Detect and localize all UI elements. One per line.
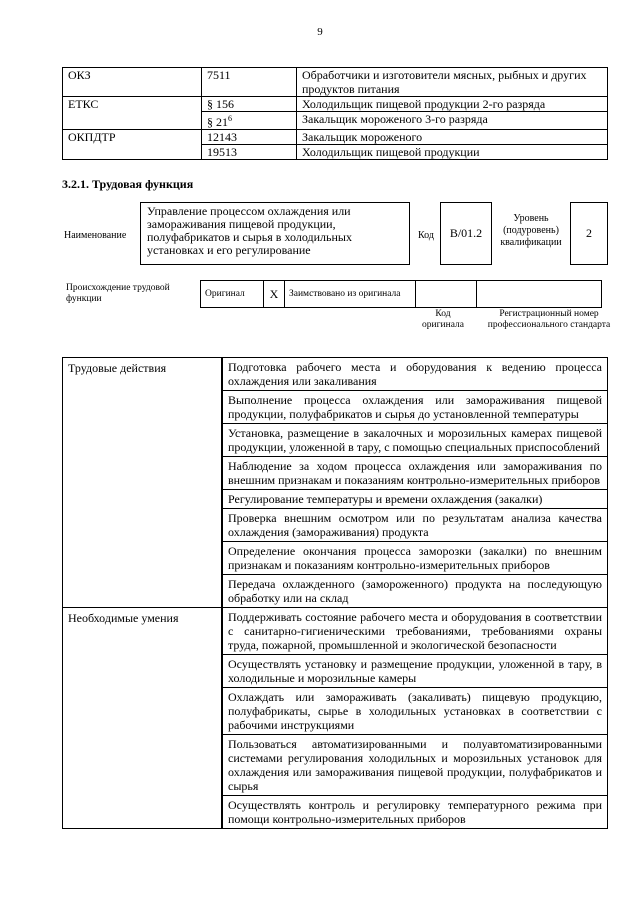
classifier-title: Холодильщик пищевой продукции xyxy=(297,145,608,160)
section-title: 3.2.1. Трудовая функция xyxy=(62,177,194,191)
labor-action-item: Подготовка рабочего места и оборудования к ведению процесса охлаждения или закаливания xyxy=(222,358,608,391)
classifier-code: 19513 xyxy=(202,145,297,160)
table-row xyxy=(63,68,608,97)
labor-action-item: Выполнение процесса охлаждения или замораживания пищевой продукции, полуфабрикатов и сырья до установленной температуры xyxy=(222,391,608,424)
function-name-label: Наименование xyxy=(64,230,127,241)
classifier-name: ОКПДТР xyxy=(63,130,202,160)
labor-action-item: Регулирование температуры и времени охлаждения (закалки) xyxy=(222,490,608,509)
classifier-code: 7511 xyxy=(202,68,297,97)
function-name-value: Управление процессом охлаждения или замораживания пищевой продукции, полуфабрикатов и сырья в холодильных установках и его регулирование xyxy=(140,202,410,265)
labor-action-item: Передача охлажденного (замороженного) продукта на последующую обработку или на склад xyxy=(222,575,608,608)
origin-table xyxy=(62,280,602,308)
skill-item: Поддерживать состояние рабочего места и оборудования в соответствии с санитарно-гигиеническими требованиями, требованиями охраны труда, пожарной, промышленной и экологической безопасности xyxy=(222,608,608,655)
classifier-title: Закальщик мороженого xyxy=(297,130,608,145)
origin-reg-cell xyxy=(477,281,602,308)
code-origin-caption: Код оригинала xyxy=(422,309,464,330)
table-row xyxy=(63,97,608,112)
skill-item: Пользоваться автоматизированными и полуавтоматизированными системами регулирования холодильных и морозильных установок для охлаждения или замораживания пищевой продукции, полуфабрикатов и сырья xyxy=(222,735,608,796)
registration-number-caption: Регистрационный номер профессионального стандарта xyxy=(487,309,611,330)
table-row xyxy=(62,281,602,308)
function-code-label: Код xyxy=(418,230,434,241)
skill-item: Осуществлять установку и размещение продукции, уложенной в тару, в холодильные и морозильные камеры xyxy=(222,655,608,688)
page-number: 9 xyxy=(317,26,323,38)
skill-item: Осуществлять контроль и регулировку температурного режима при помощи контрольно-измерительных приборов xyxy=(222,796,608,829)
function-code-value: B/01.2 xyxy=(440,202,492,265)
table-row xyxy=(63,358,608,391)
origin-borrowed: Заимствовано из оригинала xyxy=(285,281,416,308)
classifier-name: ОКЗ xyxy=(63,68,202,97)
qualification-level-value: 2 xyxy=(570,202,608,265)
classifier-code xyxy=(202,112,297,130)
classifier-code: 12143 xyxy=(202,130,297,145)
table-row xyxy=(63,608,608,655)
classification-table xyxy=(62,67,608,160)
labor-action-item: Наблюдение за ходом процесса охлаждения или замораживания по внешним признакам и показаниям контрольно-измерительных приборов xyxy=(222,457,608,490)
classifier-title: Обработчики и изготовители мясных, рыбных и других продуктов питания xyxy=(297,68,608,97)
classifier-code-prefix: § 21 xyxy=(207,115,228,129)
origin-mark: X xyxy=(264,281,285,308)
origin-code-cell xyxy=(416,281,477,308)
qualification-level-label: Уровень (подуровень) квалификации xyxy=(500,213,562,248)
skill-item: Охлаждать или замораживать (закаливать) пищевую продукцию, полуфабрикаты, сырье в холодильных установках в соответствии с рабочими инструкциями xyxy=(222,688,608,735)
classifier-title: Холодильщик пищевой продукции 2-го разряда xyxy=(297,97,608,112)
function-details-table xyxy=(62,357,608,829)
classifier-code: § 156 xyxy=(202,97,297,112)
required-skills-label: Необходимые умения xyxy=(63,608,223,829)
labor-action-item: Определение окончания процесса заморозки (закалки) по внешним признакам и показаниям контрольно-измерительных приборов xyxy=(222,542,608,575)
classifier-name: ЕТКС xyxy=(63,97,202,130)
origin-label: Происхождение трудовой функции xyxy=(66,283,170,304)
classifier-code-superscript: 6 xyxy=(228,114,232,123)
origin-original: Оригинал xyxy=(201,281,264,308)
labor-action-item: Проверка внешним осмотром или по результатам анализа качества охлаждения (замораживания) продукта xyxy=(222,509,608,542)
labor-action-item: Установка, размещение в закалочных и морозильных камерах пищевой продукции, уложенной в тару, с помощью специальных приспособлений xyxy=(222,424,608,457)
classifier-title: Закальщик мороженого 3-го разряда xyxy=(297,112,608,130)
table-row xyxy=(63,130,608,145)
labor-actions-label: Трудовые действия xyxy=(63,358,223,608)
